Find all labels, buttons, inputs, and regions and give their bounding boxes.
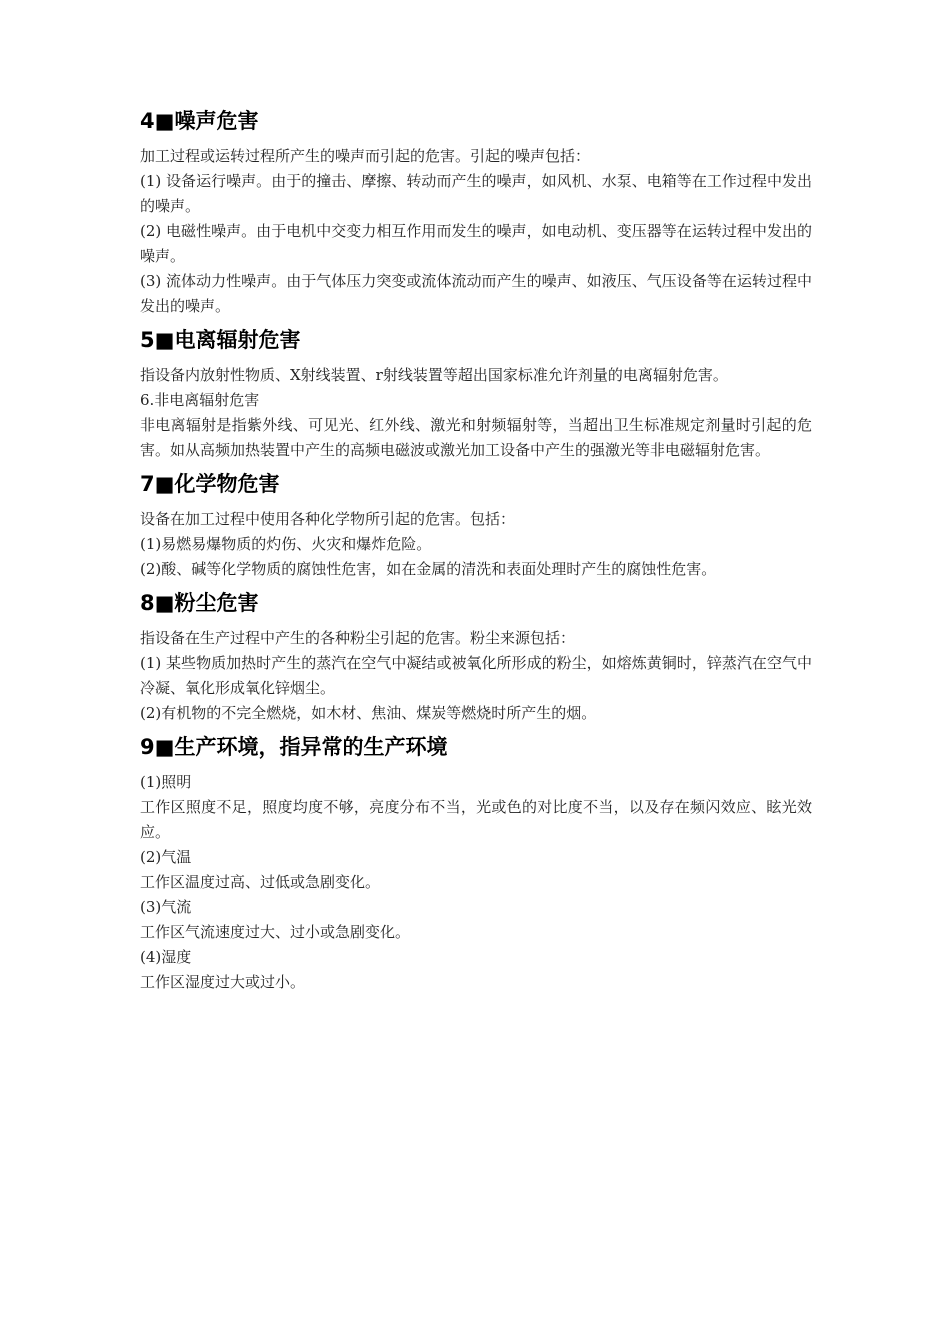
section-heading-environment: 9■生产环境，指异常的生产环境: [140, 735, 448, 759]
paragraph: (3) 流体动力性噪声。由于气体压力突变或流体流动而产生的噪声、如液压、气压设备等在运转过程中发出的噪声。: [140, 272, 812, 315]
paragraph: 指设备内放射性物质、X射线装置、r射线装置等超出国家标准允许剂量的电离辐射危害。: [140, 366, 728, 384]
section-heading-dust: 8■粉尘危害: [140, 591, 259, 615]
paragraph: (1)照明: [140, 773, 192, 791]
paragraph: 6.非电离辐射危害: [140, 391, 260, 409]
paragraph: (1) 某些物质加热时产生的蒸汽在空气中凝结或被氧化所形成的粉尘，如熔炼黄铜时，锌蒸汽在空气中冷凝、氧化形成氧化锌烟尘。: [140, 654, 812, 697]
paragraph: (1) 设备运行噪声。由于的撞击、摩擦、转动而产生的噪声，如风机、水泵、电箱等在工作过程中发出的噪声。: [140, 172, 812, 215]
paragraph: (4)湿度: [140, 948, 192, 966]
paragraph: 工作区湿度过大或过小。: [140, 973, 306, 991]
paragraph: 工作区气流速度过大、过小或急剧变化。: [140, 923, 411, 941]
paragraph: (3)气流: [140, 898, 192, 916]
paragraph: (2)气温: [140, 848, 192, 866]
section-heading-ionizing-radiation: 5■电离辐射危害: [140, 328, 301, 352]
paragraph: 非电离辐射是指紫外线、可见光、红外线、激光和射频辐射等，当超出卫生标准规定剂量时引起的危害。如从高频加热装置中产生的高频电磁波或激光加工设备中产生的强激光等非电磁辐射危害。: [140, 416, 812, 459]
section-heading-noise: 4■噪声危害: [140, 109, 259, 133]
paragraph: (2)酸、碱等化学物质的腐蚀性危害，如在金属的清洗和表面处理时产生的腐蚀性危害。: [140, 560, 717, 578]
paragraph: 工作区温度过高、过低或急剧变化。: [140, 873, 381, 891]
paragraph: 加工过程或运转过程所产生的噪声而引起的危害。引起的噪声包括：: [140, 147, 591, 165]
document-body: [140, 106, 812, 995]
paragraph: 设备在加工过程中使用各种化学物所引起的危害。包括：: [140, 510, 516, 528]
paragraph: 指设备在生产过程中产生的各种粉尘引起的危害。粉尘来源包括：: [140, 629, 576, 647]
paragraph: (2) 电磁性噪声。由于电机中交变力相互作用而发生的噪声，如电动机、变压器等在运转过程中发出的噪声。: [140, 222, 812, 265]
paragraph: (2)有机物的不完全燃烧，如木材、焦油、煤炭等燃烧时所产生的烟。: [140, 704, 597, 722]
paragraph: 工作区照度不足，照度均度不够，亮度分布不当，光或色的对比度不当，以及存在频闪效应、眩光效应。: [140, 798, 812, 841]
section-heading-chemical: 7■化学物危害: [140, 472, 280, 496]
paragraph: (1)易燃易爆物质的灼伤、火灾和爆炸危险。: [140, 535, 432, 553]
